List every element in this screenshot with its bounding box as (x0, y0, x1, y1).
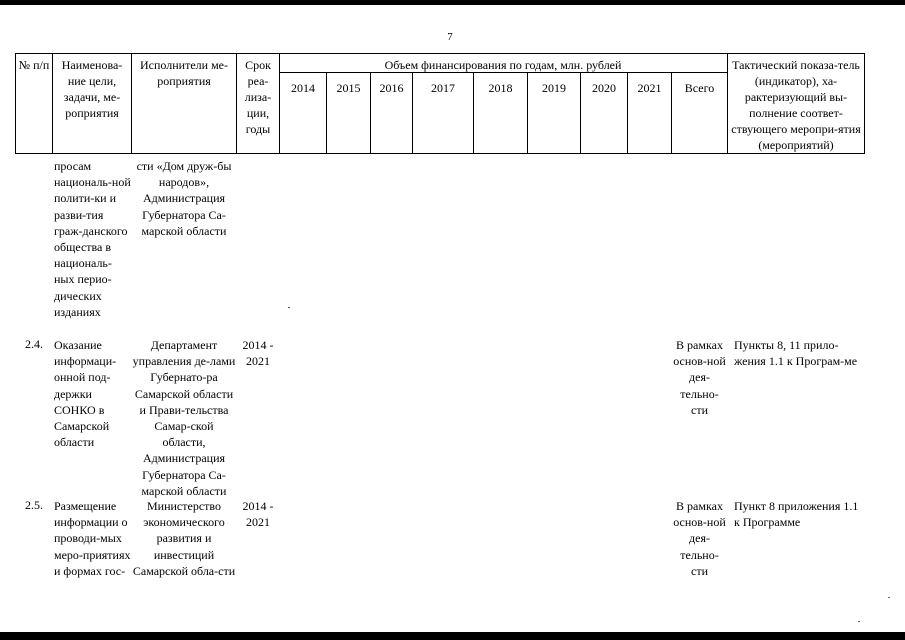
continuation-executors: сти «Дом друж-бы народов», Администрация Губернатора Са-марской области (136, 159, 232, 238)
header-year-2019: 2019 (542, 81, 566, 95)
row-2-5-name: Размещение информации о проводи-мых меро-приятиях и формах гос- (54, 499, 131, 578)
row-2-5-total: В рамках основ-ной дея-тельно-сти (673, 499, 726, 578)
table-header (0, 0, 905, 160)
row-2-4-name: Оказание информаци-онной под-держки СОНКО в Самарской области (54, 338, 117, 450)
header-year-2014: 2014 (291, 81, 315, 95)
bottom-border (0, 632, 905, 640)
header-year-2015: 2015 (336, 81, 361, 95)
row-2-4-term: 2014 - 2021 (242, 338, 274, 369)
scan-speck (288, 307, 290, 308)
row-2-4-num: 2.4. (25, 337, 43, 351)
header-executors: Исполнители ме-роприятия (140, 58, 228, 88)
header-year-2018: 2018 (488, 81, 513, 95)
row-2-4-executors: Департамент управления де-лами Губернато-ра Самарской области и Прави-тельства Самар-ской области, Администрация Губернатора Са-марской области (132, 338, 236, 498)
header-num: № п/п (18, 58, 50, 72)
header-year-2017: 2017 (431, 81, 455, 95)
header-term: Срок реа-лиза-ции, годы (244, 58, 272, 136)
row-2-5-term: 2014 - 2021 (242, 499, 274, 530)
row-2-5-executors: Министерство экономического развития и инвестиций Самарской обла-сти (132, 499, 236, 578)
header-total: Всего (684, 81, 715, 95)
header-indicator: Тактический показа-тель (индикатор), ха-рактеризующий вы-полнение соответ-ствующего меропри-ятия (мероприятий) (731, 58, 861, 152)
page-number: 7 (447, 31, 453, 43)
header-year-2021: 2021 (637, 81, 662, 95)
row-2-5-indicator: Пункт 8 приложения 1.1 к Программе (734, 499, 859, 530)
header-year-2020: 2020 (592, 81, 616, 95)
scan-speck (888, 597, 890, 598)
header-funding-title: Объем финансирования по годам, млн. рублей (384, 58, 622, 72)
scan-speck (858, 621, 860, 622)
header-name: Наименова-ние цели, задачи, ме-роприятия (61, 58, 123, 120)
row-2-4-indicator: Пункты 8, 11 прило-жения 1.1 к Програм-ме (734, 338, 858, 369)
header-year-2016: 2016 (379, 81, 404, 95)
continuation-name: просам националь-ной полити-ки и разви-тия граж-данского общества в националь-ных перио-дических изданиях (54, 159, 131, 319)
row-2-5-num: 2.5. (25, 498, 43, 512)
row-2-4-total: В рамках основ-ной дея-тельно-сти (673, 338, 726, 417)
